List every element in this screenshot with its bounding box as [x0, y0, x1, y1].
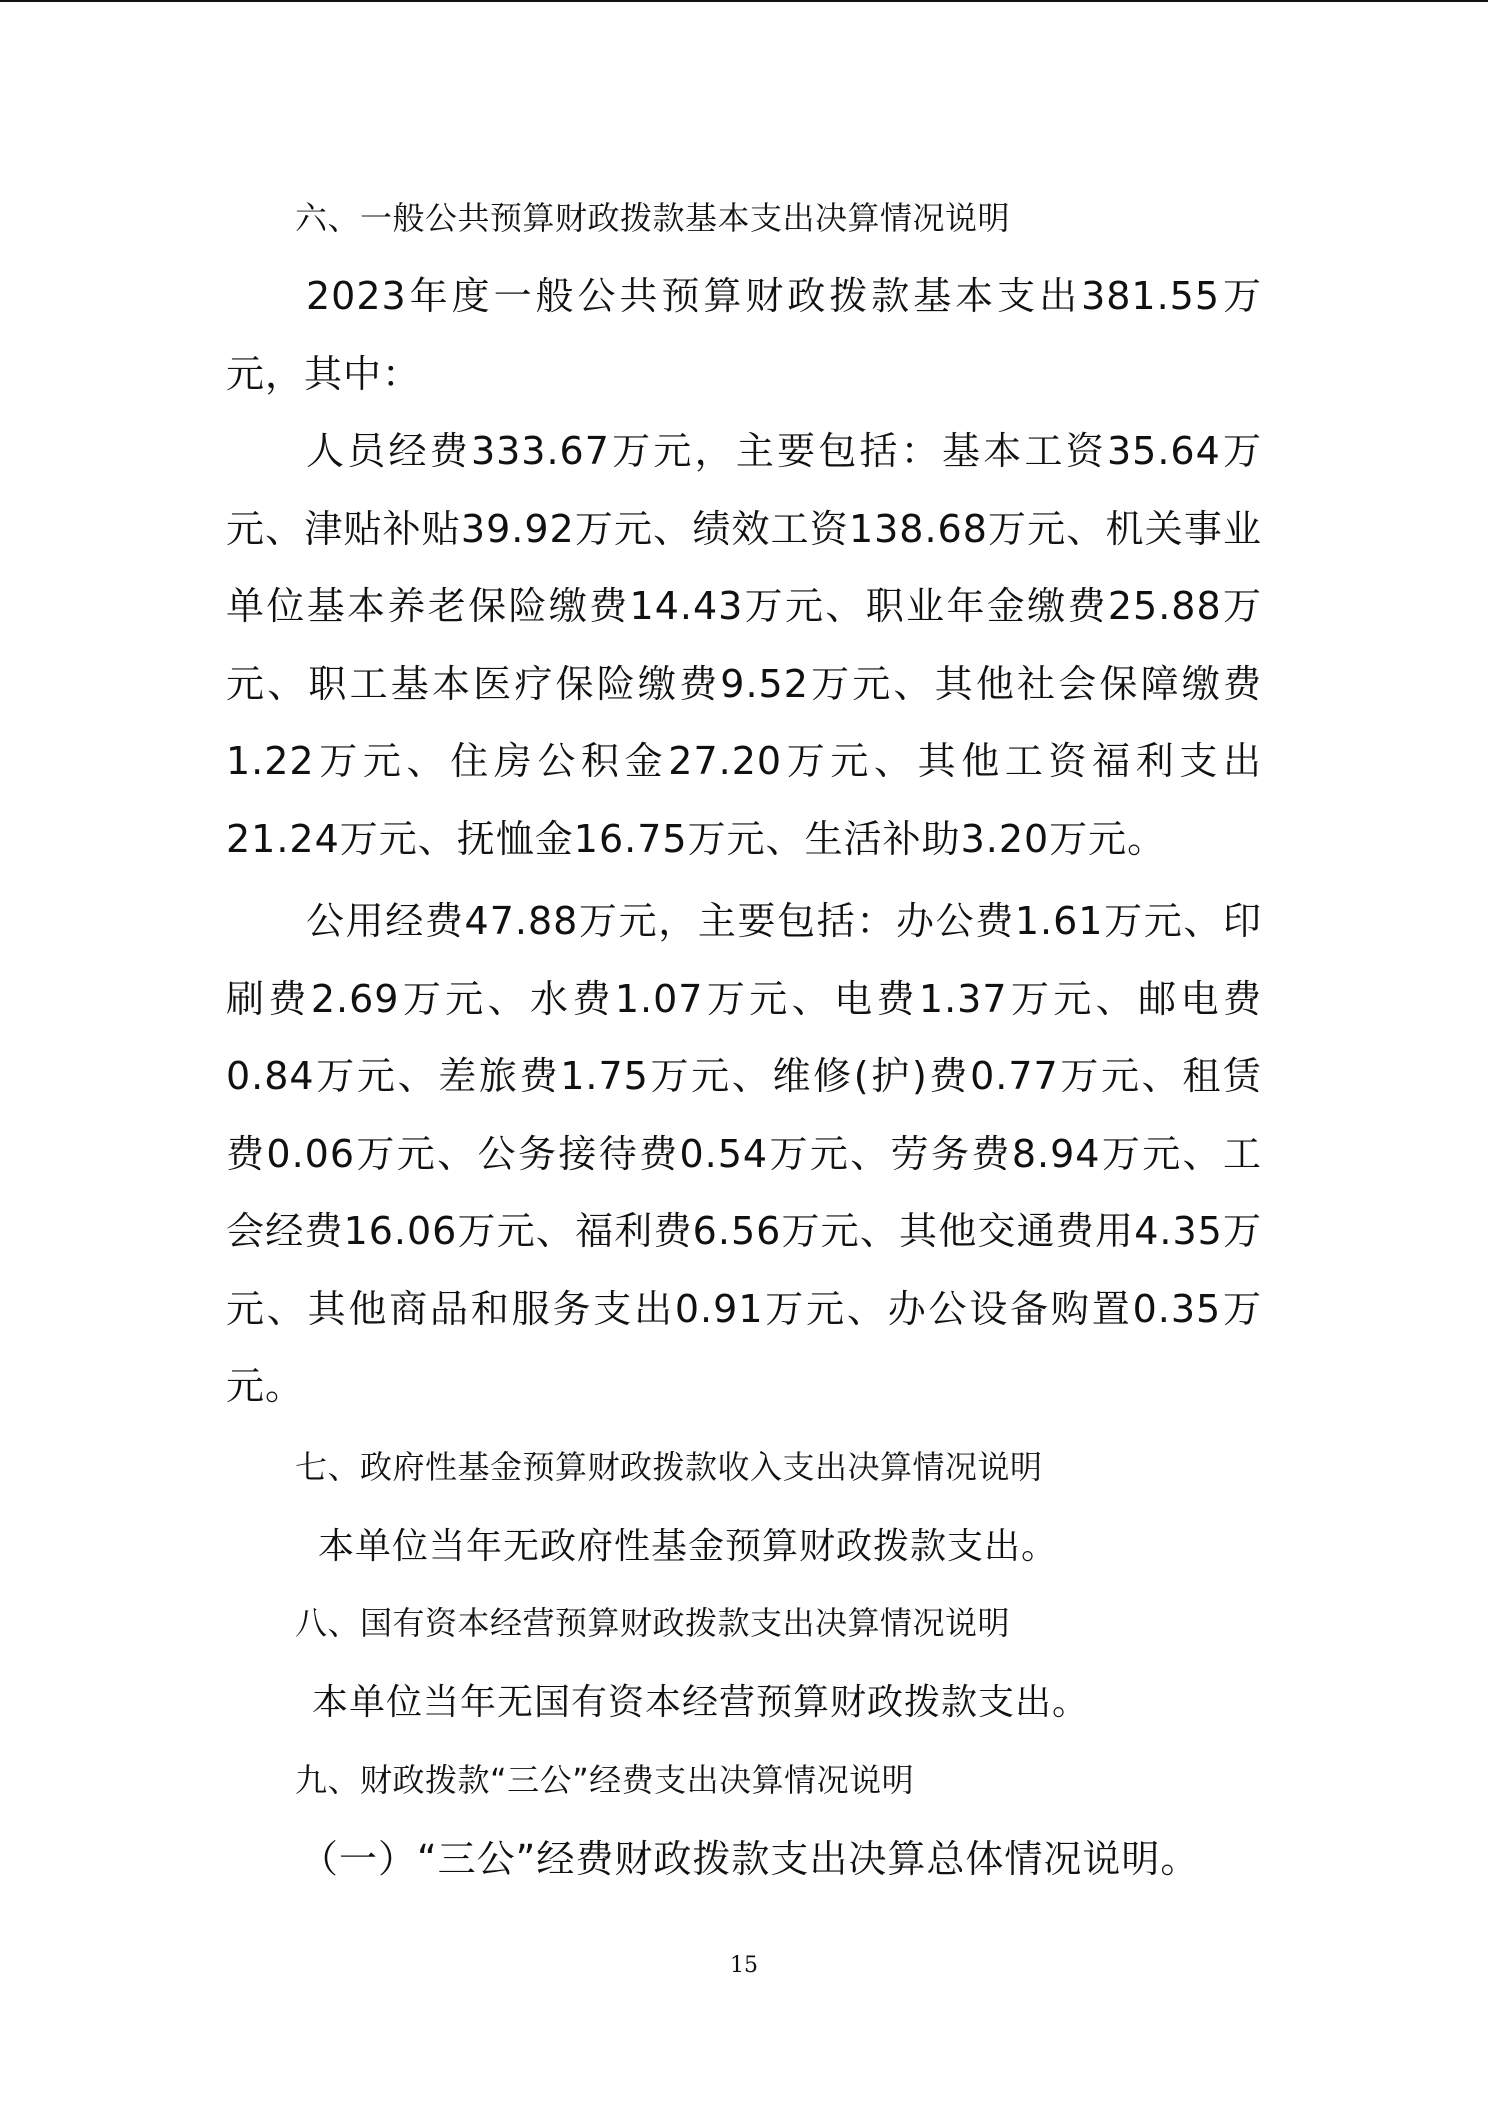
section-heading-7: 七、政府性基金预算财政拨款收入支出决算情况说明 — [295, 1448, 1043, 1486]
page-number: 15 — [730, 1953, 758, 1978]
section-heading-6: 六、一般公共预算财政拨款基本支出决算情况说明 — [295, 199, 1011, 237]
paragraph-three-public-overview: （一）“三公”经费财政拨款支出决算总体情况说明。 — [300, 1837, 1200, 1881]
paragraph-state-capital-note: 本单位当年无国有资本经营预算财政拨款支出。 — [312, 1682, 1090, 1723]
section-heading-9: 九、财政拨款“三公”经费支出决算情况说明 — [295, 1761, 915, 1799]
paragraph-government-fund-note: 本单位当年无政府性基金预算财政拨款支出。 — [318, 1526, 1059, 1567]
section-heading-8: 八、国有资本经营预算财政拨款支出决算情况说明 — [295, 1604, 1011, 1642]
paragraph-public-expenses: 公用经费47.88万元，主要包括：办公费1.61万元、印刷费2.69万元、水费1.07万元、电费1.37万元、邮电费0.84万元、差旅费1.75万元、维修(护)费0.77万元、租赁费0.06万元、公务接待费0.54万元、劳务费8.94万元、工会经费16.06万元、福利费6.56万元、其他交通费用4.35万元、其他商品和服务支出0.91万元、办公设备购置0.35万元。 — [226, 899, 1262, 1408]
paragraph-basic-expenditure-total: 2023年度一般公共预算财政拨款基本支出381.55万元，其中： — [226, 274, 1262, 396]
paragraph-personnel-expenses: 人员经费333.67万元，主要包括：基本工资35.64万元、津贴补贴39.92万元、绩效工资138.68万元、机关事业单位基本养老保险缴费14.43万元、职业年金缴费25.88万元、职工基本医疗保险缴费9.52万元、其他社会保障缴费1.22万元、住房公积金27.20万元、其他工资福利支出21.24万元、抚恤金16.75万元、生活补助3.20万元。 — [226, 429, 1262, 861]
